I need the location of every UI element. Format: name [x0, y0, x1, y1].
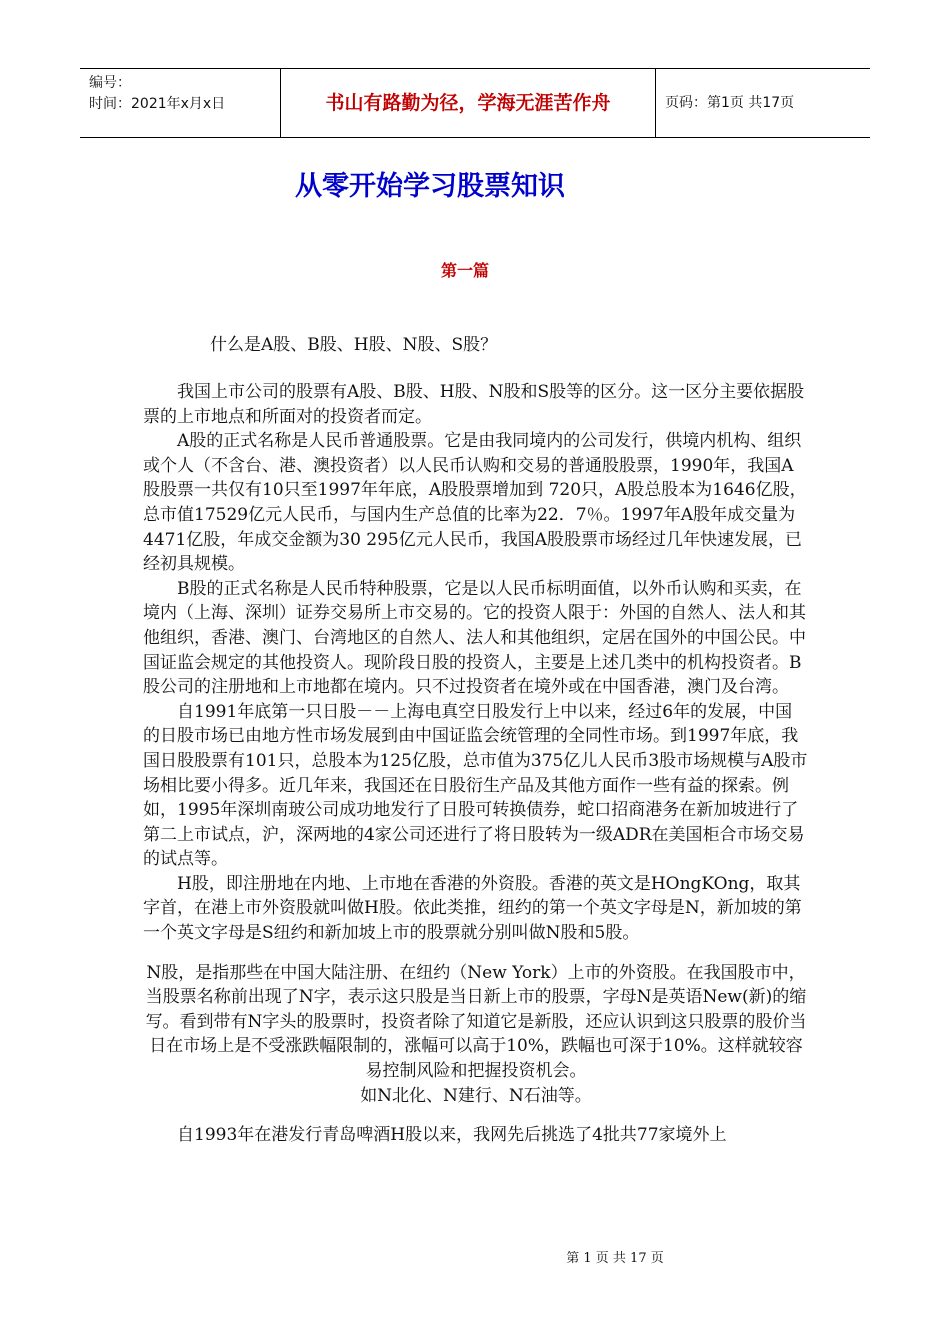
section-heading: 第一篇	[440, 261, 489, 280]
paragraph-a-share: A股的正式名称是人民币普通股票。它是由我同境内的公司发行，供境内机构、组织或个人（不含台、港、澳投资者）以人民币认购和交易的普通股股票，1990年，我国A股股票一共仅有10只至1997年年底，A股股票增加到 720只，A股总股本为1646亿股，总市值17529亿元人民币，与国内生产总值的比率为22．7％。1997年A股年成交量为4471亿股，年成交金额为30 295亿元人民币，我国A股股票市场经过几年快速发展，已经初具规模。	[143, 431, 807, 575]
document-title: 从零开始学习股票知识	[295, 171, 565, 202]
header-meta	[80, 69, 281, 137]
document-body	[143, 380, 809, 1148]
paragraph-intro: 我国上市公司的股票有A股、B股、H股、N股和S股等的区分。这一区分主要依据股票的上市地点和所面对的投资者而定。	[143, 382, 805, 427]
paragraph-h-share-history: 自1993年在港发行青岛啤酒H股以来，我网先后挑选了4批共77家境外上	[177, 1125, 727, 1146]
paragraph-n-share: N股，是指那些在中国大陆注册、在纽约（New York）上市的外资股。在我国股市中，当股票名称前出现了N字，表示这只股是当日新上市的股票，字母N是英语New(新)的缩写。看到带有N字头的股票时，投资者除了知道它是新股，还应认识到这只股票的股价当日在市场上是不受涨跌幅限制的，涨幅可以高于10%，跌幅也可深于10%。这样就较容易控制风险和把握投资机会。	[145, 962, 807, 1082]
question-heading: 什么是A股、B股、H股、N股、S股？	[210, 335, 498, 355]
page-header	[80, 68, 870, 138]
header-motto: 书山有路勤为径，学海无涯苦作舟	[281, 69, 656, 137]
paragraph-b-share-history: 自1991年底第一只日股－－上海电真空日股发行上中以来，经过6年的发展，中国的日股市场已由地方性市场发展到由中国证监会统管理的全同性市场。到1997年底，我国日股股票有101只，总股本为125亿股，总市值为375亿儿人民币3股市场规模与A股市场相比要小得多。近几年来，我国还在日股衍生产品及其他方面作一些有益的探索。例如，1995年深圳南玻公司成功地发行了日股可转换债券，蛇口招商港务在新加坡进行了第二上市试点，沪，深两地的4家公司还进行了将日股转为一级ADR在美国柜合市场交易的试点等。	[143, 701, 808, 870]
document-number: 编号：	[89, 75, 131, 91]
page-footer: 第 1 页 共 17 页	[566, 1251, 664, 1266]
paragraph-n-share-examples: 如N北化、N建行、N石油等。	[360, 1085, 592, 1106]
paragraph-h-share: H股，即注册地在内地、上市地在香港的外资股。香港的英文是HOngKOng，取其字首，在港上市外资股就叫做H股。依此类推，纽约的第一个英文字母是N，新加坡的第一个英文字母是S纽约和新加坡上市的股票就分别叫做N股和5股。	[143, 873, 802, 944]
document-time: 时间：2021年x月x日	[89, 96, 226, 112]
paragraph-b-share: B股的正式名称是人民币特种股票，它是以人民币标明面值，以外币认购和买卖，在境内（上海、深圳）证券交易所上市交易的。它的投资人限于：外国的自然人、法人和其他组织，香港、澳门、台湾地区的自然人、法人和其他组织，定居在国外的中国公民。中国证监会规定的其他投资人。现阶段日股的投资人，主要是上述几类中的机构投资者。B股公司的注册地和上市地都在境内。只不过投资者在境外或在中国香港，澳门及台湾。	[143, 578, 806, 698]
header-page-info: 页码：第1页 共17页	[665, 95, 795, 111]
